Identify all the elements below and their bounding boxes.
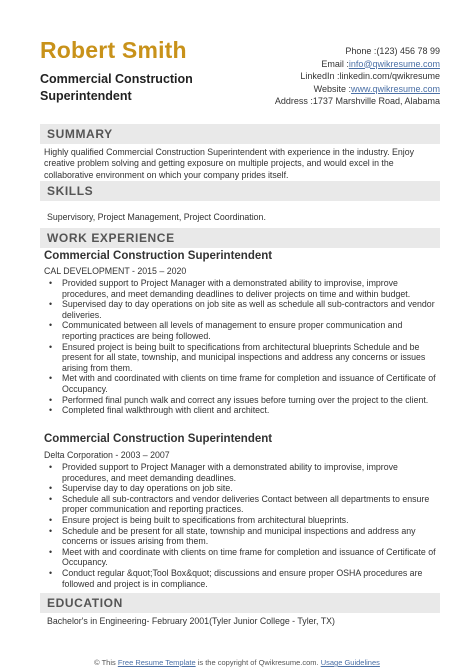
contact-website-row xyxy=(275,83,440,96)
job-bullet-list xyxy=(46,462,436,589)
address-label: Address : xyxy=(274,96,313,106)
summary-heading: SUMMARY xyxy=(47,127,113,141)
linkedin-label: LinkedIn : xyxy=(300,71,340,81)
job-title: Commercial Construction Superintendent xyxy=(44,433,273,445)
website-link[interactable]: www.qwikresume.com xyxy=(350,83,440,94)
experience-heading: WORK EXPERIENCE xyxy=(47,231,175,245)
job-title: Commercial Construction Superintendent xyxy=(44,250,273,262)
list-item: • Conduct regular &quot;Tool Box&quot; discussions and ensure proper OSHA procedures are followed and project is in compliance. xyxy=(46,568,436,589)
job-org: Delta Corporation - 2003 – 2007 xyxy=(44,450,170,460)
education-text: Bachelor's in Engineering- February 2001(Tyler Junior College - Tyler, TX) xyxy=(47,616,335,626)
job-org: CAL DEVELOPMENT - 2015 – 2020 xyxy=(44,266,187,276)
list-item: • Completed final walkthrough with client and architect. xyxy=(46,405,436,416)
skills-text: Supervisory, Project Management, Project Coordination. xyxy=(47,212,266,222)
list-item: • Supervised day to day operations on job site as well as schedule all sub-contractors and vendor deliveries. xyxy=(46,299,436,320)
list-item: • Schedule all sub-contractors and vendor deliveries Contact between all departments to ensure proper communication and reporting practices. xyxy=(46,494,436,515)
skills-section-bar xyxy=(40,181,440,201)
job-bullet-list xyxy=(46,278,436,416)
candidate-title: Commercial Construction Superintendent xyxy=(40,72,193,103)
summary-section-bar xyxy=(40,124,440,144)
experience-section-bar xyxy=(40,228,440,248)
contact-block xyxy=(275,45,440,108)
list-item: • Communicated between all levels of management to ensure proper communication and reporting practices are being followed. xyxy=(46,320,436,341)
footer xyxy=(0,658,474,667)
phone-value: (123) 456 78 99 xyxy=(376,46,440,56)
phone-label: Phone : xyxy=(345,46,377,56)
candidate-name: Robert Smith xyxy=(40,37,187,63)
email-label: Email : xyxy=(321,58,349,69)
education-section-bar xyxy=(40,593,440,613)
list-item: • Provided support to Project Manager with a demonstrated ability to improvise, improve procedures, and meet demanding deadlines to deliver projects on time and within budget. xyxy=(46,278,436,299)
list-item: • Ensure project is being built to specifications from architectural blueprints. xyxy=(46,515,436,526)
list-item: • Performed final punch walk and correct any issues before turning over the project to the client. xyxy=(46,395,436,406)
website-label: Website : xyxy=(313,83,351,94)
list-item: • Meet with and coordinate with clients on time frame for completion and issuance of Certificate of Occupancy. xyxy=(46,547,436,568)
list-item: • Provided support to Project Manager with a demonstrated ability to improvise, improve procedures, and meet demanding deadlines. xyxy=(46,462,436,483)
footer-middle: is the copyright of Qwikresume.com. xyxy=(195,658,321,667)
address-value: 1737 Marshville Road, Alabama xyxy=(312,96,440,106)
skills-heading: SKILLS xyxy=(47,184,94,198)
list-item: • Ensured project is being built to specifications from architectural blueprints Schedule and be present for all state, township, and municipal inspections and address any concerns or issues arising from them. xyxy=(46,342,436,374)
contact-phone-row xyxy=(275,45,440,58)
linkedin-value: linkedin.com/qwikresume xyxy=(339,71,440,81)
contact-email-row xyxy=(275,58,440,71)
list-item: • Met with and coordinated with clients on time frame for completion and issuance of Certificate of Occupancy. xyxy=(46,373,436,394)
contact-linkedin-row xyxy=(275,70,440,83)
free-resume-template-link[interactable]: Free Resume Template xyxy=(117,658,196,667)
email-link[interactable]: info@qwikresume.com xyxy=(348,58,440,69)
contact-address-row xyxy=(275,95,440,108)
list-item: • Schedule and be present for all state, township and municipal inspections and address any concerns or issues arising from them. xyxy=(46,526,436,547)
list-item: • Supervise day to day operations on job site. xyxy=(46,483,436,494)
summary-text: Highly qualified Commercial Construction Superintendent with experience in the industry. Enjoy creative problem solving and getting exposure on multiple projects, and would excel in the collaborative environment on which your company prides itself. xyxy=(44,147,414,180)
footer-prefix: © This xyxy=(94,658,118,667)
resume-header xyxy=(0,0,474,120)
usage-guidelines-link[interactable]: Usage Guidelines xyxy=(320,658,380,667)
education-heading: EDUCATION xyxy=(47,596,123,610)
